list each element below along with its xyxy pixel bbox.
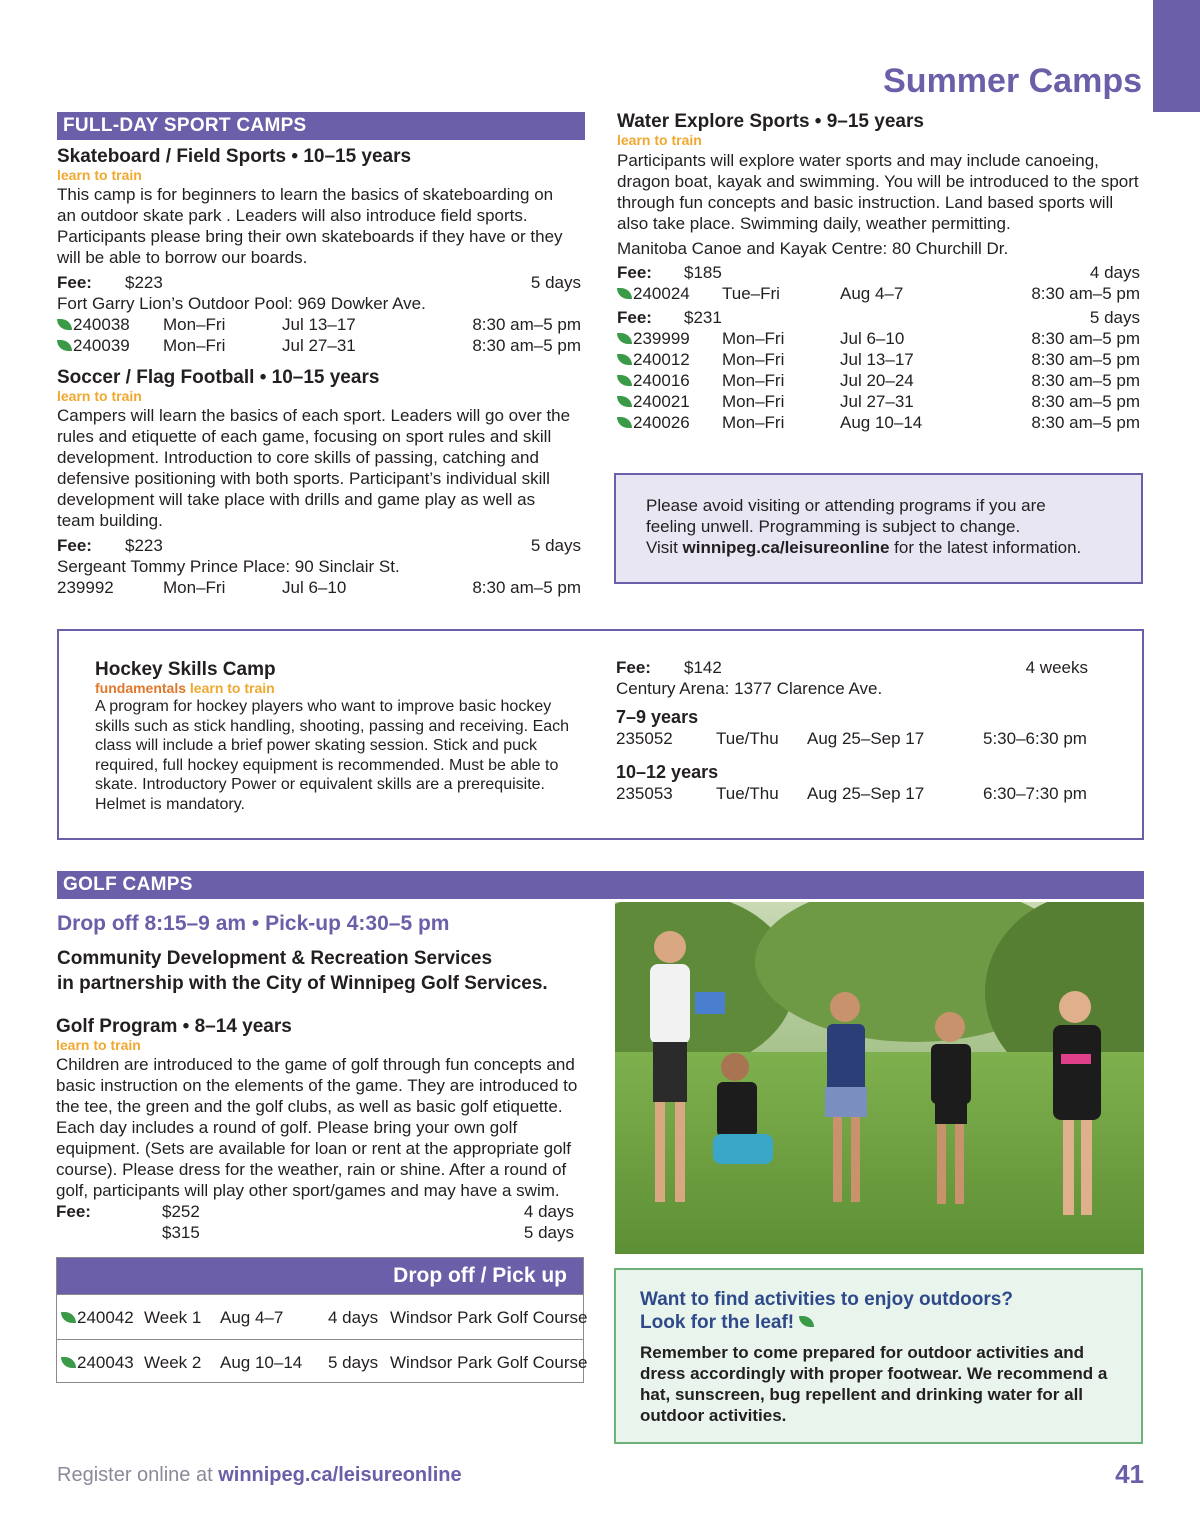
session-days: Mon–Fri [722,329,785,348]
golf-photo-illustration [615,902,1144,1254]
duration: 4 days [1089,263,1140,282]
fee-label: Fee: [617,263,652,282]
session-row[interactable] [617,370,1140,391]
outdoor-question-1: Want to find activities to enjoy outdoors? [640,1289,1013,1310]
hockey-fee-row [616,657,1088,678]
duration: 5 days [1089,308,1140,327]
session-dates: Jul 20–24 [840,371,914,390]
hockey-schedule [616,657,1088,804]
session-dates: Jul 6–10 [840,329,905,348]
row-days: 4 days [328,1308,379,1327]
fee-value: $252 [162,1202,200,1221]
fee-label: Fee: [617,308,652,327]
fee-value: $142 [684,658,722,677]
session-days: Tue–Fri [722,284,780,303]
notice-tail: for the latest information. [889,538,1082,557]
row-dates: Aug 4–7 [220,1308,284,1327]
section-tab [1153,0,1200,112]
footer-link[interactable]: winnipeg.ca/leisureonline [218,1464,462,1486]
session-days: Mon–Fri [722,392,785,411]
golf-fee-row-1 [56,1201,586,1222]
golf-fee-row-2 [56,1222,586,1243]
leaf-icon [57,319,72,330]
session-dates: Aug 25–Sep 17 [807,729,925,748]
skateboard-location: Fort Garry Lion’s Outdoor Pool: 969 Dowker Ave. [57,294,426,313]
leaf-icon [617,288,632,299]
fee-label: Fee: [57,536,92,555]
row-days: 5 days [328,1353,379,1372]
session-code: 240024 [633,284,690,303]
session-row[interactable] [57,314,585,335]
leaf-icon [61,1357,76,1368]
session-days: Mon–Fri [722,371,785,390]
duration: 5 days [530,273,581,292]
session-time: 6:30–7:30 pm [983,784,1087,803]
soccer-fee-row [57,535,585,556]
leaf-icon [617,375,632,386]
session-dates: Jul 27–31 [840,392,914,411]
session-code: 235053 [616,784,673,803]
hockey-age-1: 7–9 years [616,707,699,727]
session-code: 240026 [633,413,690,432]
session-days: Mon–Fri [163,315,226,334]
notice-line-2: feeling unwell. Programming is subject to change. [646,517,1021,536]
fee-value: $315 [162,1223,200,1242]
outdoor-text: Remember to come prepared for outdoor activities and dress accordingly with proper footwear. We recommend a hat, sunscreen, bug repellent and drinking water for all outdoor activities. [640,1343,1108,1425]
hockey-tags [95,681,585,695]
fee-value: $231 [684,308,722,327]
golf-schedule-table [56,1257,588,1383]
soccer-tag: learn to train [57,388,142,404]
fee-value: $223 [125,536,163,555]
session-time: 8:30 am–5 pm [1031,329,1140,348]
session-dates: Aug 10–14 [840,413,923,432]
session-dates: Jul 13–17 [282,315,356,334]
skateboard-program [57,146,585,356]
session-row[interactable] [617,328,1140,349]
fee-value: $223 [125,273,163,292]
golf-partner-line-2: in partnership with the City of Winnipeg Golf Services. [57,973,548,994]
session-dates: Jul 6–10 [282,578,347,597]
session-code: 240038 [73,315,130,334]
session-dates: Jul 13–17 [840,350,914,369]
row-code: 240042 [77,1308,134,1327]
session-code: 240021 [633,392,690,411]
session-days: Mon–Fri [722,350,785,369]
duration: 5 days [523,1223,574,1242]
fee-label: Fee: [56,1202,91,1221]
fee-label: Fee: [57,273,92,292]
soccer-program [57,367,585,598]
golf-photo [615,902,1144,1254]
full-day-heading: FULL-DAY SPORT CAMPS [57,112,585,140]
water-program [617,111,1140,433]
session-code: 239999 [633,329,690,348]
hockey-age-2: 10–12 years [616,762,719,782]
table-header: Drop off / Pick up [57,1258,583,1294]
session-row[interactable] [617,412,1140,433]
session-time: 8:30 am–5 pm [472,336,581,355]
session-code: 235052 [616,729,673,748]
session-dates: Aug 25–Sep 17 [807,784,925,803]
duration: 4 days [523,1202,574,1221]
footer-register-text: Register online at [57,1464,219,1486]
outdoor-question [640,1288,1141,1334]
session-code: 239992 [57,578,114,597]
notice-visit: Visit [646,538,683,557]
session-time: 8:30 am–5 pm [1031,371,1140,390]
session-code: 240016 [633,371,690,390]
hockey-box [57,629,1144,840]
row-week: Week 1 [144,1308,202,1327]
session-row[interactable] [617,349,1140,370]
session-dates: Aug 4–7 [840,284,904,303]
session-days: Mon–Fri [163,336,226,355]
outdoor-callout [614,1268,1143,1444]
session-time: 8:30 am–5 pm [1031,284,1140,303]
hockey-location: Century Arena: 1377 Clarence Ave. [616,679,883,698]
golf-drop-times: Drop off 8:15–9 am • Pick-up 4:30–5 pm [57,912,450,935]
session-row[interactable] [617,391,1140,412]
soccer-title: Soccer / Flag Football • 10–15 years [57,367,380,388]
skateboard-description: This camp is for beginners to learn the basics of skateboarding on an outdoor skate park . Leaders will also introduce field sports. Participants please bring their own skateboards if they have or they will be able to borrow our boards. [57,185,563,267]
leaf-icon [617,333,632,344]
session-time: 8:30 am–5 pm [472,315,581,334]
leaf-icon [57,340,72,351]
row-code: 240043 [77,1353,134,1372]
row-place: Windsor Park Golf Course [390,1308,588,1327]
soccer-location: Sergeant Tommy Prince Place: 90 Sinclair St. [57,557,400,576]
fee-value: $185 [684,263,722,282]
session-time: 8:30 am–5 pm [1031,413,1140,432]
water-location: Manitoba Canoe and Kayak Centre: 80 Churchill Dr. [617,239,1009,258]
session-code: 240012 [633,350,690,369]
leaf-icon [799,1316,814,1327]
skateboard-fee-row [57,272,585,293]
water-title: Water Explore Sports • 9–15 years [617,111,924,132]
session-row[interactable] [57,577,585,598]
leaf-icon [617,417,632,428]
session-dates: Jul 27–31 [282,336,356,355]
skateboard-tag: learn to train [57,167,142,183]
session-row[interactable] [617,283,1140,304]
session-row[interactable] [57,335,585,356]
session-code: 240039 [73,336,130,355]
session-time: 8:30 am–5 pm [1031,350,1140,369]
golf-tag: learn to train [56,1037,141,1053]
skateboard-title: Skateboard / Field Sports • 10–15 years [57,146,412,167]
water-fee-row-2 [617,307,1140,328]
session-days: Tue/Thu [716,784,779,803]
session-days: Tue/Thu [716,729,779,748]
session-time: 8:30 am–5 pm [472,578,581,597]
duration: 4 weeks [1025,658,1088,677]
fee-label: Fee: [616,658,651,677]
golf-title: Golf Program • 8–14 years [56,1016,292,1037]
golf-program [56,1016,586,1243]
golf-heading: GOLF CAMPS [57,871,1144,899]
water-description: Participants will explore water sports and may include canoeing, dragon boat, kayak and swimming. You will be introduced to the sport through fun concepts and basic instruction. Land based sports will also take place. Swimming daily, weather permitting. [617,151,1139,233]
notice-line-1: Please avoid visiting or attending programs if you are [646,496,1046,515]
table-row[interactable] [57,1339,588,1384]
page-title: Summer Camps [883,62,1142,100]
hockey-tag-fundamentals: fundamentals [95,680,187,696]
row-dates: Aug 10–14 [220,1353,303,1372]
soccer-description: Campers will learn the basics of each sport. Leaders will go over the rules and etiquette of each game, focusing on sport rules and skill development. Introduction to core skills of passing, catching and defensive positioning with both sports. Participant’s individual skill development will take place with drills and game play as well as team building. [57,406,571,530]
row-place: Windsor Park Golf Course [390,1353,588,1372]
leaf-icon [617,354,632,365]
health-notice [614,473,1143,584]
session-time: 5:30–6:30 pm [983,729,1087,748]
hockey-title: Hockey Skills Camp [95,659,276,680]
page-number: 41 [1115,1459,1144,1489]
water-fee-row-1 [617,262,1140,283]
outdoor-question-2: Look for the leaf! [640,1312,795,1333]
notice-line-3 [646,537,1141,558]
golf-partner-line-1: Community Development & Recreation Services [57,948,493,969]
session-row[interactable] [616,783,1088,804]
session-days: Mon–Fri [163,578,226,597]
footer-register [57,1463,462,1487]
golf-partner [57,946,548,996]
table-row[interactable] [57,1294,588,1339]
hockey-tag-learn: learn to train [189,680,275,696]
outdoor-question-2-wrap [640,1311,1141,1334]
golf-description: Children are introduced to the game of golf through fun concepts and basic instruction on the elements of the game. They are introduced to the tee, the green and the golf clubs, as well as basic golf etiquette. Each day includes a round of golf. Please bring your own golf equipment. (Sets are available for loan or rent at the appropriate golf course). Please dress for the weather, rain or shine. After a round of golf, participants will play other sport/games and may have a swim. [56,1055,578,1200]
duration: 5 days [530,536,581,555]
hockey-description: A program for hockey players who want to improve basic hockey skills such as stick handling, shooting, passing and receiving. Each class will include a brief power skating session. Stick and puck required, full hockey equipment is recommended. Must be able to skate. Introductory Power or equivalent skills are a prerequisite. Helmet is mandatory. [95,698,570,813]
hockey-info [95,659,585,814]
leaf-icon [61,1312,76,1323]
session-days: Mon–Fri [722,413,785,432]
leaf-icon [617,396,632,407]
row-week: Week 2 [144,1353,202,1372]
session-row[interactable] [616,728,1088,749]
notice-link[interactable]: winnipeg.ca/leisureonline [682,538,890,557]
water-tag: learn to train [617,132,702,148]
session-time: 8:30 am–5 pm [1031,392,1140,411]
